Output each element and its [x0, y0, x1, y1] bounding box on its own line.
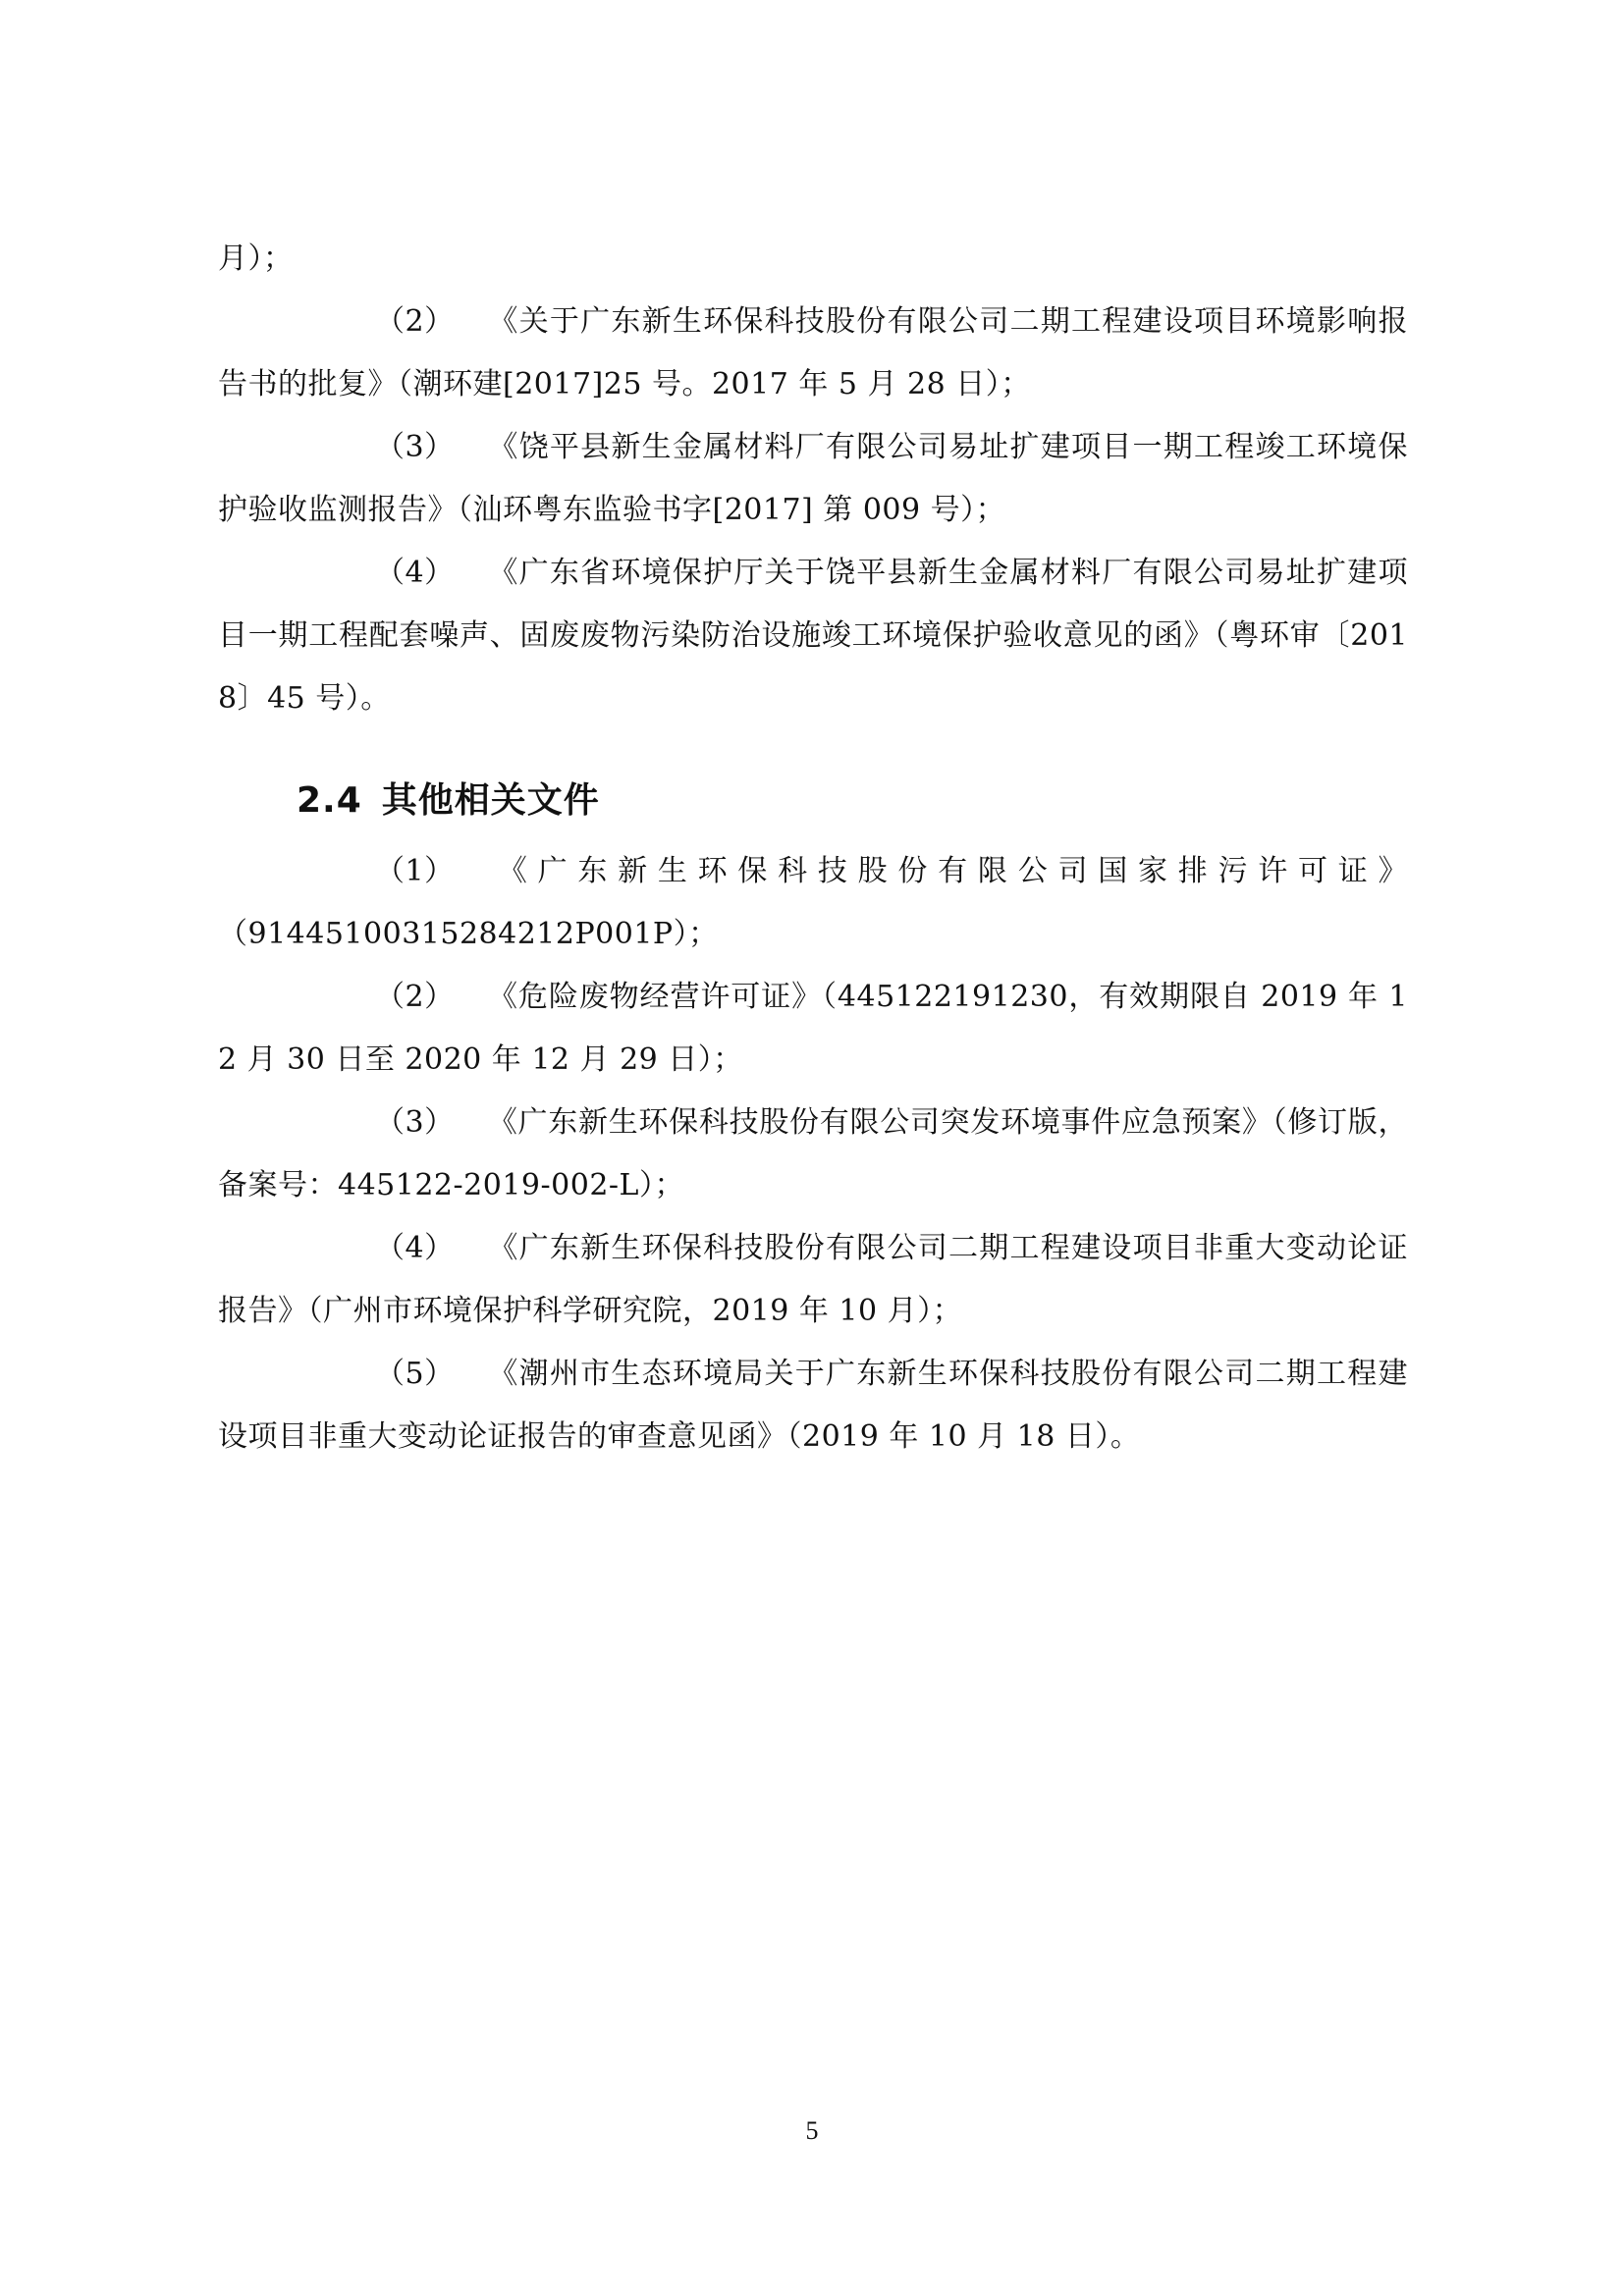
item-number: （3）: [375, 1105, 455, 1140]
item-number: （2）: [375, 980, 455, 1014]
other-doc-item-1: [218, 840, 1408, 903]
item-text: 《危险废物经营许可证》（445122191230，有效期限自 2019 年 12 月 30 日至 2020 年 12 月 29 日）；: [218, 980, 1408, 1077]
item-text: 《关于广东新生环保科技股份有限公司二期工程建设项目环境影响报告书的批复》（潮环建[2017]25 号。2017 年 5 月 28 日）；: [218, 304, 1408, 401]
section-number: 2.4: [297, 780, 362, 821]
reference-item-2: [218, 291, 1408, 416]
page-number: 5: [805, 2116, 819, 2145]
item-text: 《潮州市生态环境局关于广东新生环保科技股份有限公司二期工程建设项目非重大变动论证报告的审查意见函》（2019 年 10 月 18 日）。: [218, 1357, 1408, 1454]
item-text: 《广东新生环保科技股份有限公司国家排污许可证》: [487, 854, 1408, 888]
item-text: 《饶平县新生金属材料厂有限公司易址扩建项目一期工程竣工环境保护验收监测报告》（汕环粤东监验书字[2017] 第 009 号）；: [218, 430, 1408, 527]
item-number: （1）: [375, 854, 455, 888]
item-number: （4）: [375, 556, 455, 590]
item-text: 《广东新生环保科技股份有限公司二期工程建设项目非重大变动论证报告》（广州市环境保护科学研究院，2019 年 10 月）；: [218, 1231, 1408, 1328]
item-text: 《广东省环境保护厅关于饶平县新生金属材料厂有限公司易址扩建项目一期工程配套噪声、固废废物污染防治设施竣工环境保护验收意见的函》（粤环审〔2018〕45 号）。: [218, 556, 1408, 716]
other-doc-item-5: [218, 1343, 1408, 1468]
item-number: （4）: [375, 1231, 455, 1265]
section-heading: [218, 770, 1408, 832]
item-text-continued: （91445100315284212P001P）；: [218, 917, 719, 951]
other-doc-item-3: [218, 1092, 1408, 1217]
continuation-text: 月）；: [218, 241, 294, 276]
page-content: [218, 228, 1408, 1468]
item-number: （3）: [375, 430, 455, 464]
other-doc-item-4: [218, 1217, 1408, 1343]
reference-item-3: [218, 416, 1408, 542]
other-doc-item-2: [218, 966, 1408, 1092]
reference-item-4: [218, 542, 1408, 730]
other-doc-item-1-continued: [218, 903, 1408, 966]
item-number: （5）: [375, 1357, 455, 1391]
item-text: 《广东新生环保科技股份有限公司突发环境事件应急预案》（修订版，备案号：445122-2019-002-L）；: [218, 1105, 1408, 1202]
item-number: （2）: [375, 304, 455, 339]
section-title: 其他相关文件: [381, 780, 600, 821]
